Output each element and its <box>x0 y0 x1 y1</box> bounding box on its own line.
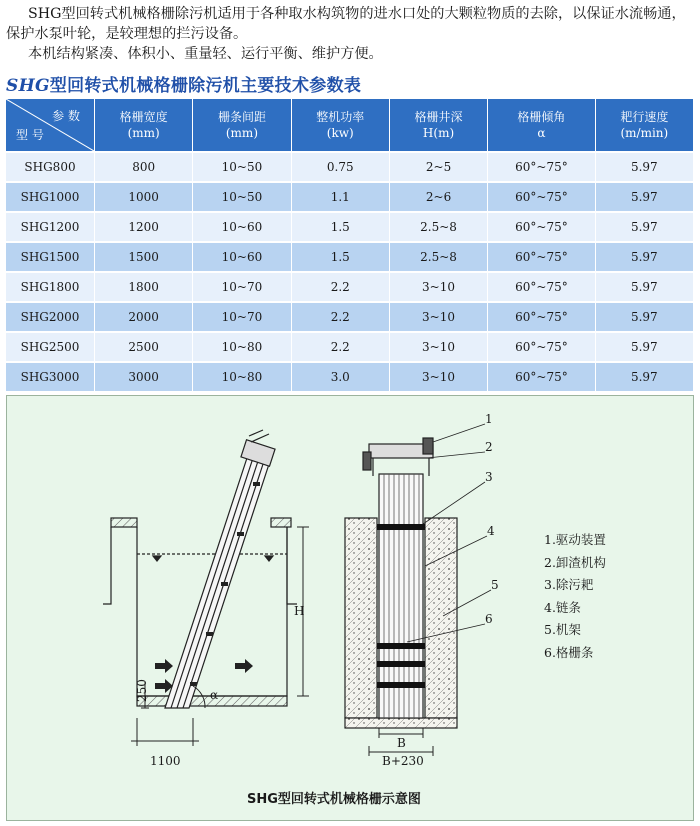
table-cell: 10~50 <box>193 153 291 183</box>
header-cell <box>596 99 694 153</box>
table-cell: 60°~75° <box>488 333 595 363</box>
table-cell: 1500 <box>95 243 193 273</box>
table-cell: 5.97 <box>596 273 694 303</box>
table-cell: SHG2500 <box>6 333 95 363</box>
dim-width-label: B <box>397 736 406 750</box>
table-cell: 3~10 <box>390 363 488 393</box>
table-cell: 10~60 <box>193 243 291 273</box>
table-cell: SHG1800 <box>6 273 95 303</box>
side-view <box>103 430 309 746</box>
table-cell: 60°~75° <box>488 303 595 333</box>
legend-item: 6.格栅条 <box>544 644 594 660</box>
table-cell: SHG1000 <box>6 183 95 213</box>
table-cell: 60°~75° <box>488 183 595 213</box>
table-row <box>6 333 694 363</box>
table-cell: 5.97 <box>596 153 694 183</box>
callout-label: 1 <box>485 412 493 426</box>
header-line-2: H(m) <box>422 126 455 140</box>
header-line-1: 格栅倾角 <box>517 110 566 124</box>
table-cell: 60°~75° <box>488 153 595 183</box>
dim-angle-label: α <box>210 688 219 702</box>
legend-item: 2.卸渣机构 <box>544 554 606 570</box>
table-cell: 1000 <box>95 183 193 213</box>
intro-paragraph-1: SHG型回转式机械格栅除污机适用于各种取水构筑物的进水口处的大颗粒物质的去除，以保证水流畅通，保护水泵叶轮，是较理想的拦污设备。 <box>6 6 686 42</box>
legend-item: 5.机架 <box>544 622 581 638</box>
drive-motor <box>423 438 433 454</box>
table-cell: 5.97 <box>596 213 694 243</box>
table-cell: 5.97 <box>596 303 694 333</box>
table-cell: 2~5 <box>390 153 488 183</box>
dim-width-plus-label: B+230 <box>382 754 424 768</box>
header-cell <box>95 99 193 153</box>
right-pit-wall <box>425 518 457 718</box>
table-cell: 2~6 <box>390 183 488 213</box>
table-cell: 3000 <box>95 363 193 393</box>
table-cell: 10~50 <box>193 183 291 213</box>
table-cell: 2.5~8 <box>390 213 488 243</box>
table-cell: 2.2 <box>292 333 390 363</box>
table-cell: 2.2 <box>292 303 390 333</box>
header-cell <box>193 99 291 153</box>
dim-depth-label: 250 <box>135 679 149 702</box>
left-top-slab <box>111 518 137 527</box>
table-cell: 1.5 <box>292 213 390 243</box>
dim-span-label: 1100 <box>150 754 181 768</box>
table-cell: 2000 <box>95 303 193 333</box>
table-row <box>6 303 694 333</box>
diagram-caption: SHG型回转式机械格栅示意图 <box>247 792 421 807</box>
table-cell: 60°~75° <box>488 243 595 273</box>
table-cell: 5.97 <box>596 183 694 213</box>
corner-diagonal <box>6 99 94 151</box>
grate-frame <box>379 474 423 718</box>
table-cell: SHG1500 <box>6 243 95 273</box>
header-cell <box>292 99 390 153</box>
callout-label: 4 <box>487 524 495 538</box>
table-cell: SHG2000 <box>6 303 95 333</box>
table-row <box>6 273 694 303</box>
header-cell <box>488 99 595 153</box>
table-row <box>6 243 694 273</box>
table-title <box>6 71 361 96</box>
right-top-slab <box>271 518 291 527</box>
header-line-1: 格栅宽度 <box>119 110 168 124</box>
table-cell: 800 <box>95 153 193 183</box>
table-row <box>6 213 694 243</box>
header-line-1: 栅条间距 <box>217 110 266 124</box>
legend-item: 1.驱动装置 <box>544 532 606 547</box>
water-level-marker <box>153 556 161 561</box>
table-cell: 3~10 <box>390 333 488 363</box>
header-line-2: (m/min) <box>620 126 669 140</box>
pit-floor <box>345 718 457 728</box>
front-view <box>345 424 491 756</box>
table-cell: 10~80 <box>193 333 291 363</box>
header-line-2: (mm) <box>225 126 258 140</box>
table-cell: 10~70 <box>193 273 291 303</box>
flow-arrow <box>235 659 253 673</box>
callout-label: 2 <box>485 440 493 454</box>
table-cell: 5.97 <box>596 243 694 273</box>
intro-paragraph-2: 本机结构紧凑、体积小、重量轻、运行平衡、维护方便。 <box>28 46 383 62</box>
table-cell: 3~10 <box>390 303 488 333</box>
table-cell: 2.5~8 <box>390 243 488 273</box>
table-cell: 60°~75° <box>488 363 595 393</box>
corner-param-label: 参 数 <box>52 109 80 123</box>
header-line-1: 整机功率 <box>316 110 365 124</box>
dim-h-label: H <box>294 604 305 618</box>
table-cell: 0.75 <box>292 153 390 183</box>
legend-item: 3.除污耙 <box>544 577 594 593</box>
left-pit-wall <box>345 518 377 718</box>
table-cell: 3.0 <box>292 363 390 393</box>
table-cell: SHG1200 <box>6 213 95 243</box>
table-cell: 1800 <box>95 273 193 303</box>
header-line-1: 格栅井深 <box>414 110 463 124</box>
table-cell: SHG800 <box>6 153 95 183</box>
header-line-2: (mm) <box>127 126 160 140</box>
corner-header <box>6 99 95 153</box>
table-cell: 2.2 <box>292 273 390 303</box>
table-title-text: 型回转式机械格栅除污机主要技术参数表 <box>49 76 362 96</box>
table-row <box>6 363 694 393</box>
table-row <box>6 153 694 183</box>
header-cell <box>390 99 488 153</box>
table-cell: 60°~75° <box>488 213 595 243</box>
parts-legend <box>544 529 606 665</box>
intro-text <box>6 4 694 64</box>
table-cell: 5.97 <box>596 333 694 363</box>
table-title-model: SHG <box>6 76 50 96</box>
header-line-2: α <box>537 126 546 140</box>
table-cell: 3~10 <box>390 273 488 303</box>
header-line-2: (kw) <box>326 126 354 140</box>
spec-table <box>6 99 694 393</box>
table-cell: 10~60 <box>193 213 291 243</box>
table-row <box>6 183 694 213</box>
table-cell: SHG3000 <box>6 363 95 393</box>
header-line-1: 耙行速度 <box>620 110 669 124</box>
header-row <box>6 99 694 153</box>
table-cell: 1200 <box>95 213 193 243</box>
callout-label: 3 <box>485 470 493 484</box>
corner-model-label: 型 号 <box>16 128 44 142</box>
table-cell: 2500 <box>95 333 193 363</box>
schematic-diagram <box>6 395 694 821</box>
table-cell: 60°~75° <box>488 273 595 303</box>
legend-item: 4.链条 <box>544 599 581 615</box>
table-cell: 5.97 <box>596 363 694 393</box>
callout-label: 6 <box>485 612 493 626</box>
table-cell: 1.5 <box>292 243 390 273</box>
table-cell: 1.1 <box>292 183 390 213</box>
table-cell: 10~80 <box>193 363 291 393</box>
table-cell: 10~70 <box>193 303 291 333</box>
callout-label: 5 <box>491 578 499 592</box>
flow-arrow <box>155 659 173 673</box>
